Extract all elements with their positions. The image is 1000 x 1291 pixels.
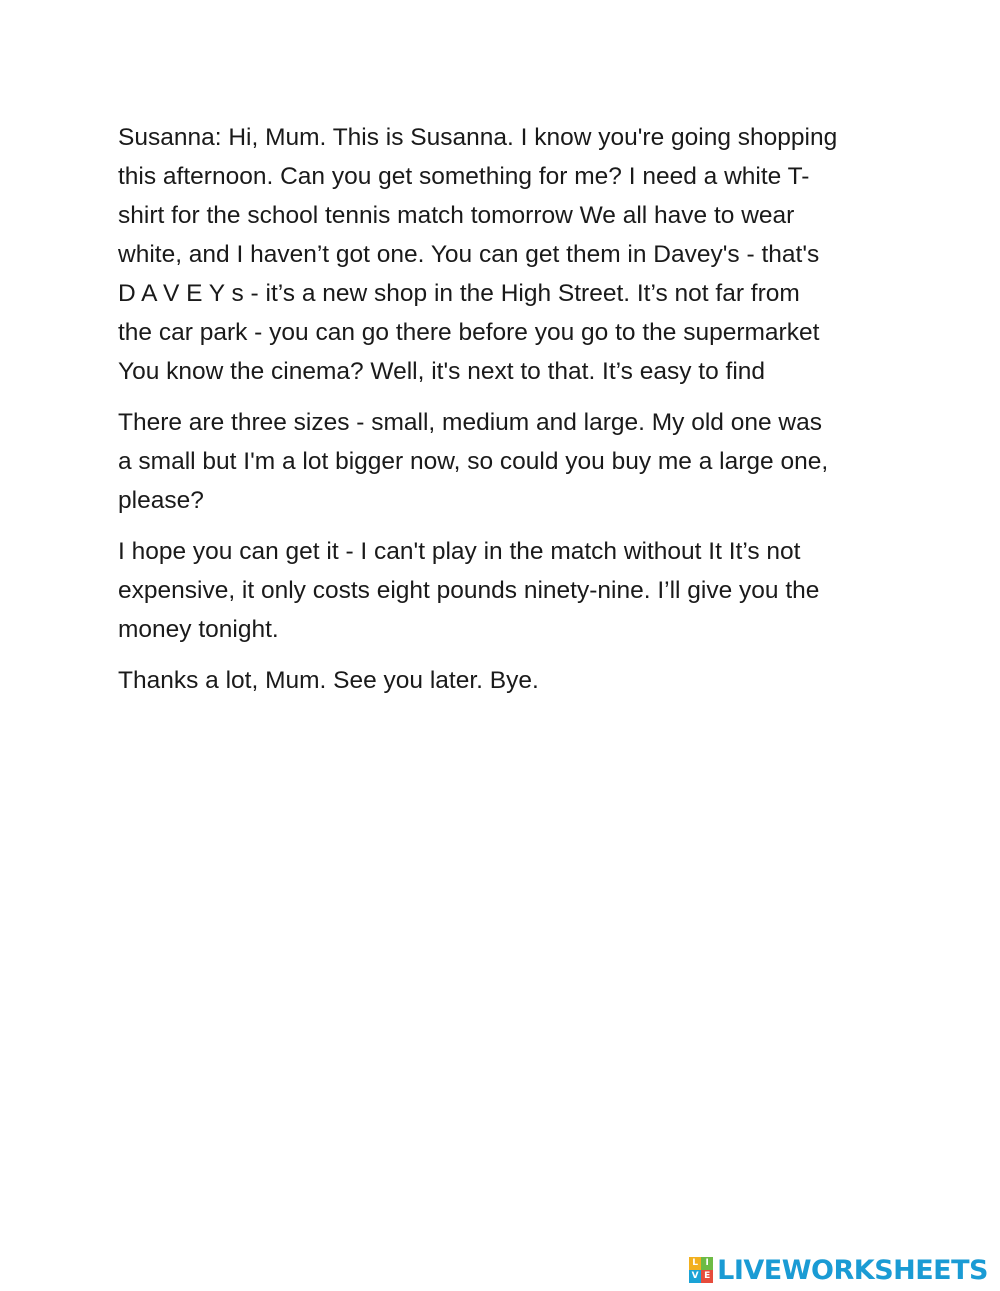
- text-line: money tonight.: [118, 616, 279, 643]
- transcript-text: [118, 118, 893, 712]
- text-line: D A V E Y s - it’s a new shop in the High Street. It’s not far from: [118, 280, 800, 307]
- text-line: You know the cinema? Well, it's next to that. It’s easy to find: [118, 358, 766, 385]
- logo-text: LIVEWORKSHEETS: [717, 1254, 988, 1286]
- paragraph-2: [118, 403, 893, 520]
- text-line: There are three sizes - small, medium and large. My old one was: [118, 409, 822, 436]
- logo-mark-icon: [689, 1257, 713, 1283]
- text-line: shirt for the school tennis match tomorrow We all have to wear: [118, 202, 795, 229]
- logo-square: V: [689, 1270, 701, 1283]
- paragraph-1: [118, 118, 893, 391]
- logo-square: L: [689, 1257, 701, 1270]
- logo-square: I: [701, 1257, 713, 1270]
- text-line: this afternoon. Can you get something for me? I need a white T-: [118, 163, 810, 190]
- text-line: Thanks a lot, Mum. See you later. Bye.: [118, 667, 539, 694]
- text-line: a small but I'm a lot bigger now, so could you buy me a large one,: [118, 448, 829, 475]
- text-line: Susanna: Hi, Mum. This is Susanna. I know you're going shopping: [118, 124, 838, 151]
- text-line: please?: [118, 487, 204, 514]
- text-line: white, and I haven’t got one. You can get them in Davey's - that's: [118, 241, 820, 268]
- text-line: I hope you can get it - I can't play in the match without It It’s not: [118, 538, 801, 565]
- text-line: expensive, it only costs eight pounds ninety-nine. I’ll give you the: [118, 577, 820, 604]
- liveworksheets-logo: [689, 1254, 988, 1286]
- logo-square: E: [701, 1270, 713, 1283]
- paragraph-4: [118, 661, 893, 700]
- paragraph-3: [118, 532, 893, 649]
- text-line: the car park - you can go there before you go to the supermarket: [118, 319, 820, 346]
